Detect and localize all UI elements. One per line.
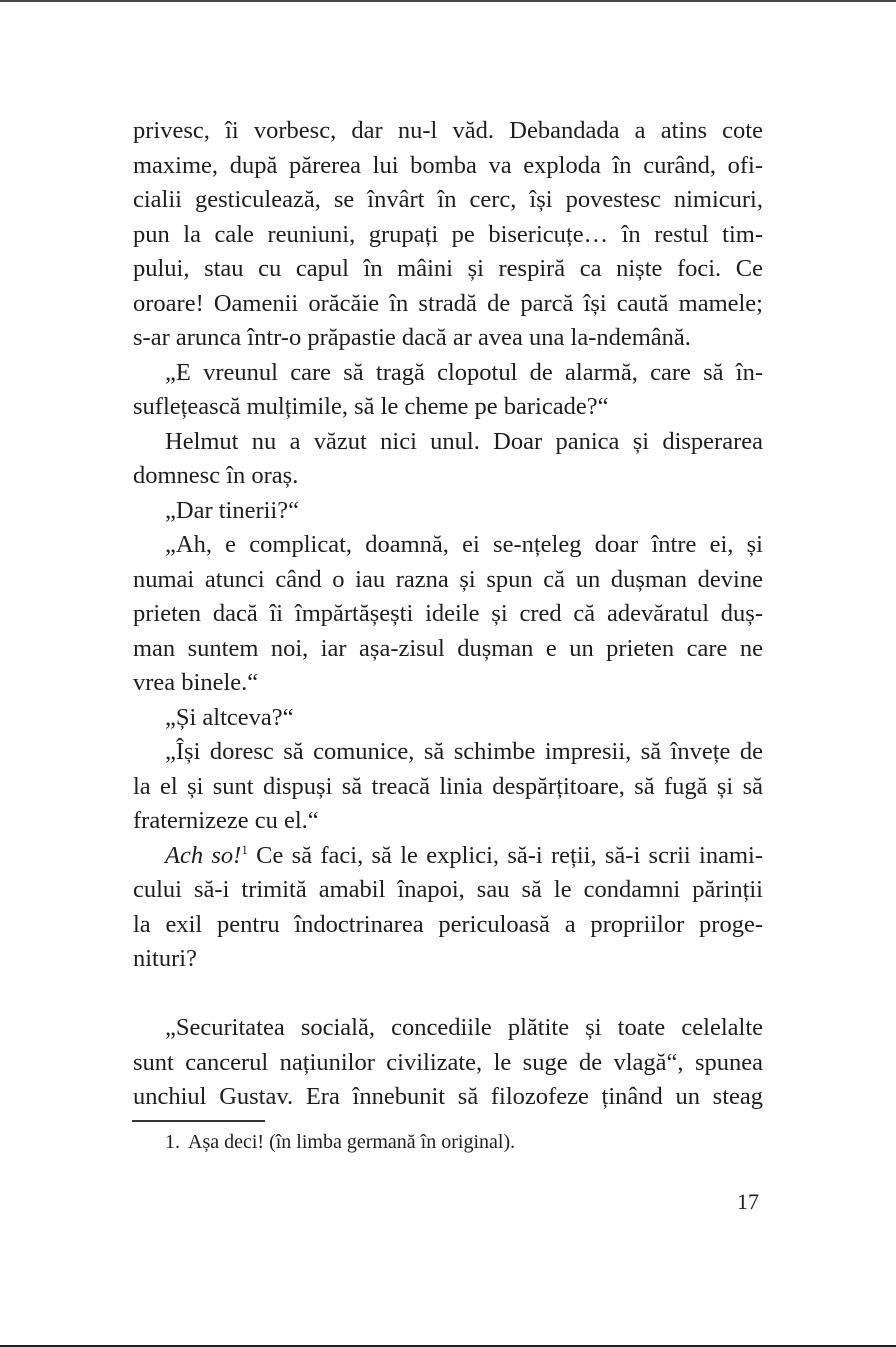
text-line-ach-so [133,839,763,874]
text-line: „Își doresc să comunice, să schimbe impresii, să învețe de [165,738,763,765]
text-line: „E vreunul care să tragă clopotul de alarmă, care să în- [165,358,763,386]
footnote-number: 1. [165,1131,180,1153]
text-line: oroare! Oamenii orăcăie în stradă de parcă își caută mamele; [133,289,763,317]
text-line: Helmut nu a văzut nici unul. Doar panica și disperarea [165,427,763,455]
top-border [0,0,896,2]
text-line: „Securitatea socială, concediile plătite și toate celelalte [165,1014,763,1041]
text-line: cului să-i trimită amabil înapoi, sau să le condamni părinții [133,876,763,903]
footnote [165,1128,515,1156]
footnote-text: Așa deci! (în limba germană în original). [188,1131,516,1153]
page-number: 17 [737,1189,759,1214]
text-line: s-ar arunca într-o prăpastie dacă ar avea una la-ndemână. [133,324,691,351]
text-line: „Ah, e complicat, doamnă, ei se-nțeleg doar între ei, și [165,531,763,558]
text-line: „Dar tinerii?“ [165,496,299,524]
text-line: prieten dacă îi împărtășești ideile și cred că adevăratul duș- [133,600,763,627]
text-line: privesc, îi vorbesc, dar nu-l văd. Debandada a atins cote [133,117,763,144]
text-line: man suntem noi, iar așa-zisul dușman e un prieten care ne [133,634,763,662]
text-line: la exil pentru îndoctrinarea periculoasă a propriilor proge- [133,910,763,938]
text-line: sunt cancerul națiunilor civilizate, le suge de vlagă“, spunea [133,1048,763,1076]
text-line: pun la cale reuniuni, grupați pe bisericuțe… în restul tim- [133,220,763,248]
footnote-divider [132,1120,265,1122]
text-line: „Și altceva?“ [165,703,294,731]
text-line: nituri? [133,945,197,972]
text-line: numai atunci când o iau razna și spun că un dușman devine [133,565,763,593]
text-line: domnesc în oraș. [133,462,299,489]
text-line: cialii gesticulează, se învârt în cerc, își povestesc nimicuri, [133,186,763,213]
text-span: Ce să faci, să le explici, să-i reții, să-i scrii inami- [247,841,763,869]
text-line: la el și sunt dispuși să treacă linia despărțitoare, să fugă și să [133,772,763,800]
italic-phrase: Ach so! [165,841,242,869]
text-line: vrea binele.“ [133,669,259,696]
text-line: suflețească mulțimile, să le cheme pe baricade?“ [133,393,609,420]
text-line: fraternizeze cu el.“ [133,807,319,834]
blank-line [133,977,763,1012]
body-text [133,114,763,1115]
text-line: unchiul Gustav. Era înnebunit să filozofeze ținând un steag [133,1083,763,1110]
text-line: pului, stau cu capul în mâini și respiră ca niște foci. Ce [133,255,763,282]
footnote-reference[interactable]: 1 [241,841,248,857]
text-line: maxime, după părerea lui bomba va exploda în curând, ofi- [133,151,763,179]
